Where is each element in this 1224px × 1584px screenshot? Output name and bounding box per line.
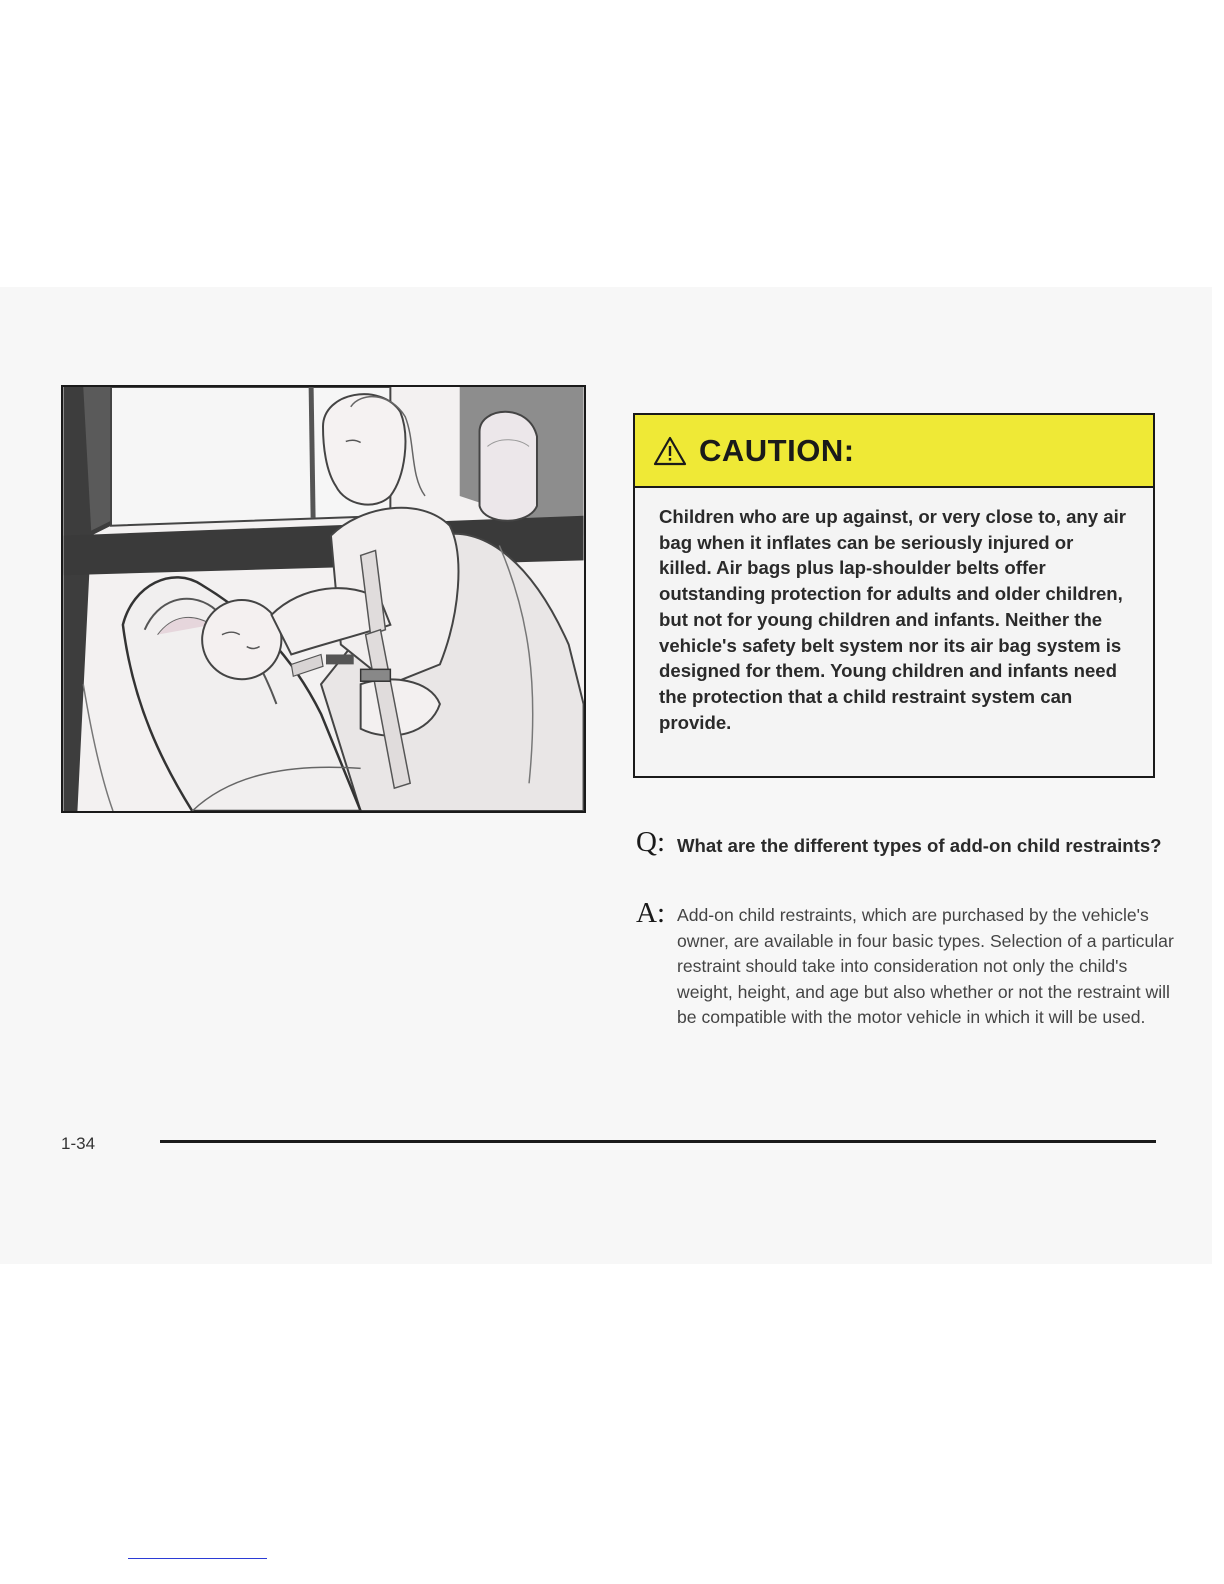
answer-text: Add-on child restraints, which are purchased by the vehicle's owner, are available in four basic types. Selection of a particular restraint should take into consideration not only the child's weight, height, and age but also whether or not the restraint will be compatible with the motor vehicle in which it will be used. <box>677 905 1174 1028</box>
warning-triangle-icon <box>653 436 687 466</box>
answer-marker: A: <box>636 897 665 929</box>
child-seat-illustration <box>61 385 586 813</box>
page-number: 1-34 <box>61 1134 96 1153</box>
caution-box <box>633 413 1155 778</box>
answer-block <box>636 897 1176 1031</box>
caution-title: CAUTION: <box>699 432 855 468</box>
caution-header <box>635 415 1153 488</box>
caution-text: Children who are up against, or very close to, any air bag when it inflates can be seriously injured or killed. Air bags plus lap-shoulder belts offer outstanding protection for adults and older children, but not for young children and infants. Neither the vehicle's safety belt system nor its air bag system is designed for them. Young children and infants need the protection that a child restraint system can provide. <box>659 506 1127 733</box>
question-block <box>636 826 1176 859</box>
question-text: What are the different types of add-on child restraints? <box>677 835 1162 856</box>
footer-rule <box>160 1140 1156 1143</box>
child-seat-drawing <box>63 387 584 811</box>
bottom-divider <box>128 1558 267 1559</box>
question-marker: Q: <box>636 826 665 858</box>
